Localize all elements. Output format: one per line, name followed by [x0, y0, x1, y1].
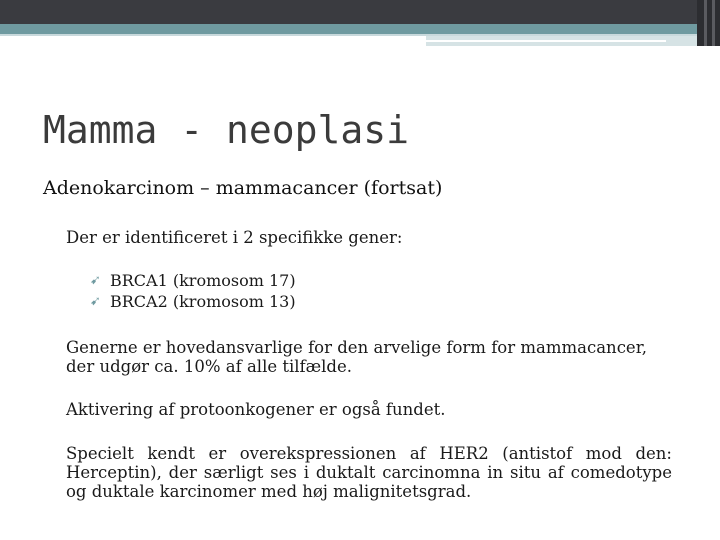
header-corner-stripe — [704, 0, 707, 46]
activation-paragraph: Aktivering af protoonkogener er også fundet. — [66, 400, 446, 419]
her2-paragraph: Specielt kendt er overekspressionen af HER2 (antistof mod den: Herceptin), der særligt ses i duktalt carcinomna in situ af comedotype og duktale karcinomer med høj malignitetsgrad. — [66, 444, 672, 501]
scroll-bullet-icon: ➹ — [90, 273, 101, 288]
header-corner-stripe — [712, 0, 715, 46]
header-dark-bar — [0, 0, 720, 24]
slide-title: Mamma - neoplasi — [43, 108, 410, 152]
genes-paragraph: Generne er hovedansvarlige for den arvelige form for mammacancer, der udgør ca. 10% af alle tilfælde. — [66, 338, 648, 376]
list-item — [90, 270, 296, 291]
slide-subtitle: Adenokarcinom – mammacancer (fortsat) — [43, 177, 443, 199]
header-corner-block — [697, 0, 720, 46]
list-item — [90, 291, 296, 312]
gene-list — [90, 270, 296, 312]
list-item-label: BRCA2 (kromosom 13) — [110, 292, 296, 311]
header-white-line — [426, 40, 666, 42]
scroll-bullet-icon: ➹ — [90, 294, 101, 309]
list-item-label: BRCA1 (kromosom 17) — [110, 271, 296, 290]
intro-text: Der er identificeret i 2 specifikke gener: — [66, 228, 403, 247]
header-teal-bar — [0, 24, 720, 34]
